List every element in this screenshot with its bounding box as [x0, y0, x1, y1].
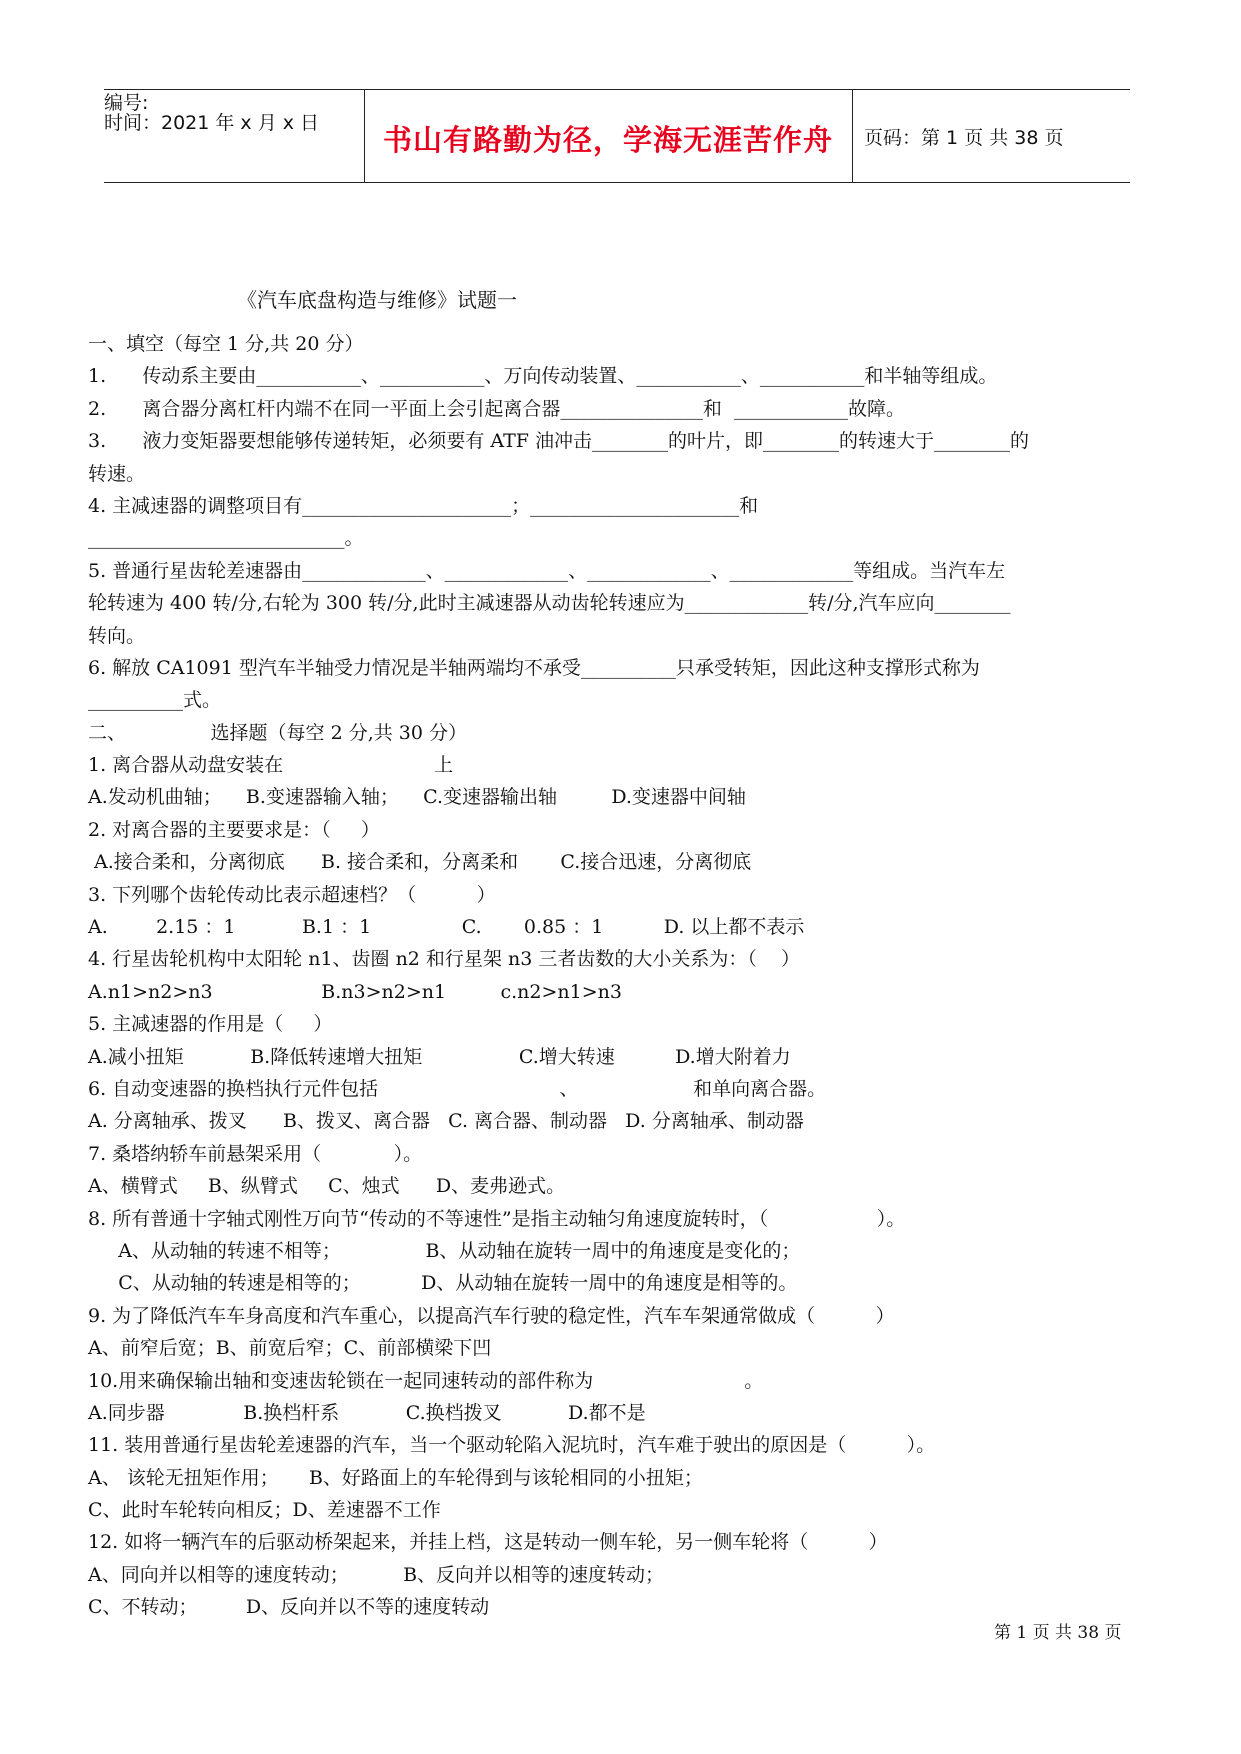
- text-line: A、 该轮无扭矩作用； B、好路面上的车轮得到与该轮相同的小扭矩；: [88, 1466, 703, 1489]
- header-middle-cell: [364, 90, 853, 182]
- time-label: 时间：2021 年 x 月 x 日: [104, 112, 320, 134]
- text-line: 4. 主减速器的调整项目有______________________；______________________和: [88, 494, 759, 517]
- text-line: ___________________________。: [88, 527, 364, 550]
- text-line: 11. 装用普通行星齿轮差速器的汽车，当一个驱动轮陷入泥坑时，汽车难于驶出的原因是（ ）。: [88, 1434, 936, 1457]
- text-line: 2. 离合器分离杠杆内端不在同一平面上会引起离合器_______________和 ____________故障。: [88, 397, 905, 420]
- text-line: 二、 选择题（每空 2 分,共 30 分）: [88, 721, 468, 744]
- text-line: 6. 自动变速器的换档执行元件包括 、 和单向离合器。: [88, 1077, 827, 1100]
- text-line: A.减小扭矩 B.降低转速增大扭矩 C.增大转速 D.增大附着力: [88, 1045, 791, 1068]
- text-line: A、同向并以相等的速度转动； B、反向并以相等的速度转动；: [88, 1563, 665, 1586]
- text-line: A、从动轴的转速不相等； B、从动轴在旋转一周中的角速度是变化的；: [88, 1239, 801, 1262]
- text-line: A.发动机曲轴； B.变速器输入轴； C.变速器输出轴 D.变速器中间轴: [88, 786, 746, 809]
- text-line: A、前窄后宽；B、前宽后窄；C、前部横梁下凹: [88, 1337, 492, 1360]
- text-line: C、不转动； D、反向并以不等的速度转动: [88, 1596, 490, 1619]
- exam-title: 《汽车底盘构造与维修》试题一: [237, 288, 517, 312]
- text-line: 2. 对离合器的主要要求是：（ ）: [88, 818, 380, 841]
- page-footer: 第 1 页 共 38 页: [994, 1623, 1122, 1643]
- text-line: 5. 普通行星齿轮差速器由_____________、_____________、_____________、_____________等组成。当汽车左: [88, 559, 1006, 582]
- text-line: 7. 桑塔纳轿车前悬架采用（ ）。: [88, 1142, 423, 1165]
- text-line: A. 分离轴承、拨叉 B、拨叉、离合器 C. 离合器、制动器 D. 分离轴承、制动器: [88, 1110, 804, 1133]
- header-left-cell: [104, 90, 365, 182]
- text-line: C、从动轴的转速是相等的； D、从动轴在旋转一周中的角速度是相等的。: [88, 1272, 798, 1295]
- text-line: A.接合柔和，分离彻底 B. 接合柔和，分离柔和 C.接合迅速，分离彻底: [88, 851, 752, 874]
- text-line: 一、填空（每空 1 分,共 20 分）: [88, 333, 364, 355]
- text-line: A.同步器 B.换档杆系 C.换档拨叉 D.都不是: [88, 1401, 646, 1424]
- page-info: 页码：第 1 页 共 38 页: [864, 127, 1064, 149]
- text-line: 1. 传动系主要由___________、___________、万向传动装置、___________、___________和半轴等组成。: [88, 365, 998, 388]
- text-line: 9. 为了降低汽车车身高度和汽车重心，以提高汽车行驶的稳定性，汽车车架通常做成（ ）: [88, 1304, 895, 1327]
- text-line: 6. 解放 CA1091 型汽车半轴受力情况是半轴两端均不承受__________只承受转矩，因此这种支撑形式称为: [88, 656, 980, 679]
- text-line: A.n1>n2>n3 B.n3>n2>n1 c.n2>n1>n3: [88, 980, 622, 1003]
- exam-body: [88, 328, 1148, 1624]
- text-line: 1. 离合器从动盘安装在 上: [88, 754, 454, 777]
- text-line: 10.用来确保输出轴和变速齿轮锁在一起同速转动的部件称为 。: [88, 1369, 764, 1392]
- text-line: 3. 下列哪个齿轮传动比表示超速档？（ ）: [88, 883, 496, 906]
- text-line: 8. 所有普通十字轴式刚性万向节“传动的不等速性”是指主动轴匀角速度旋转时，（ ）。: [88, 1207, 906, 1230]
- number-label: 编号:: [104, 92, 149, 114]
- text-line: 轮转速为 400 转/分,右轮为 300 转/分,此时主减速器从动齿轮转速应为_____________转/分,汽车应向________: [88, 592, 1011, 615]
- text-line: 3. 液力变矩器要想能够传递转矩，必须要有 ATF 油冲击________的叶片，即________的转速大于________的: [88, 430, 1029, 453]
- header-table: [104, 89, 1130, 183]
- header-right-cell: [852, 90, 1130, 182]
- text-line: 4. 行星齿轮机构中太阳轮 n1、齿圈 n2 和行星架 n3 三者齿数的大小关系为：（ ）: [88, 948, 801, 971]
- text-line: 转速。: [88, 462, 146, 485]
- text-line: C、此时车轮转向相反；D、差速器不工作: [88, 1499, 441, 1522]
- text-line: 12. 如将一辆汽车的后驱动桥架起来，并挂上档，这是转动一侧车轮，另一侧车轮将（ ）: [88, 1531, 888, 1554]
- text-line: __________式。: [88, 689, 222, 712]
- text-line: A、横臂式 B、纵臂式 C、烛式 D、麦弗逊式。: [88, 1175, 566, 1198]
- motto: 书山有路勤为径，学海无涯苦作舟: [382, 123, 833, 157]
- text-line: 转向。: [88, 624, 146, 647]
- text-line: A. 2.15 ：1 B.1 ：1 C. 0.85 ：1 D. 以上都不表示: [88, 916, 805, 939]
- text-line: 5. 主减速器的作用是（ ）: [88, 1013, 333, 1036]
